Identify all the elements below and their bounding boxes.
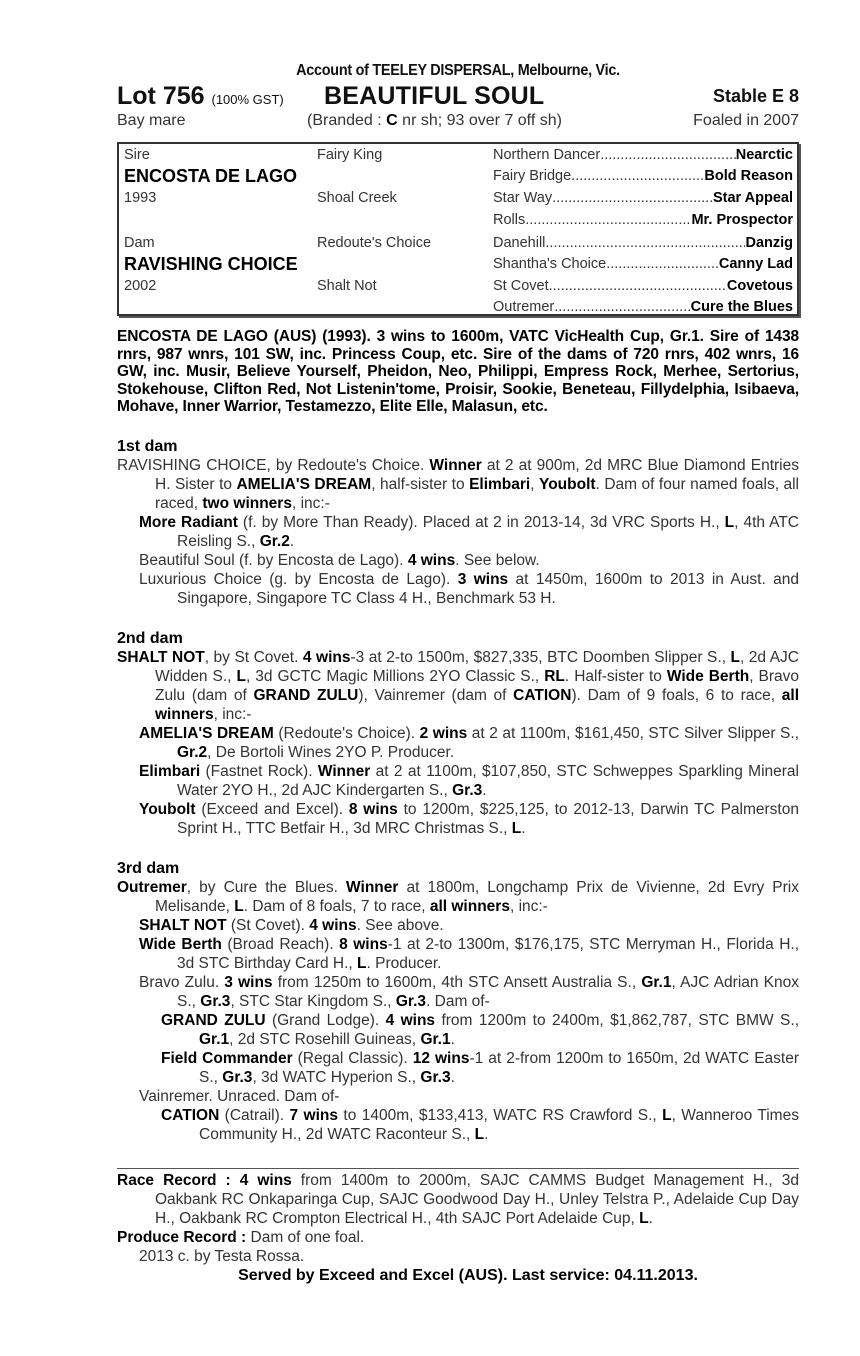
leader-dots: [549, 278, 727, 294]
progeny-entry: [139, 762, 799, 800]
text: , Bravo Zulu (dam of: [155, 667, 800, 704]
bold-text: L: [730, 648, 740, 666]
bold-text: 8 wins: [348, 800, 398, 818]
text: , 3d WATC Hyperion S.,: [252, 1068, 421, 1086]
bold-text: 7 wins: [289, 1106, 338, 1124]
bold-text: GRAND ZULU: [161, 1011, 266, 1029]
bold-text: Youbolt: [539, 475, 596, 493]
bold-text: AMELIA'S DREAM: [236, 475, 372, 493]
bold-text: 4 wins: [309, 916, 357, 934]
text: -1 at 2-from 1200m to 1650m, 2d WATC Easter S.,: [199, 1049, 800, 1086]
bold-text: L: [236, 667, 246, 685]
text: ). Dam of 9 foals, 6 to race,: [571, 686, 782, 704]
text: from 1250m to 1600m, 4th STC Ansett Australia S.,: [272, 973, 642, 991]
text: at 1450m, 1600m to 2013 in Aust. and Singapore, Singapore TC Class 4 H., Benchmark 53 H.: [177, 570, 799, 607]
text: .: [289, 532, 295, 550]
dam-name: RAVISHING CHOICE: [124, 254, 298, 274]
sire-label: Sire: [124, 147, 150, 163]
grandparent-right: Nearctic: [735, 147, 793, 163]
progeny-entry: [139, 800, 799, 838]
bold-text: CATION: [513, 686, 572, 704]
text: . Producer.: [366, 954, 442, 972]
race-record-end: .: [648, 1209, 653, 1227]
leader-dots: [545, 235, 745, 251]
dam-sire: Redoute's Choice: [317, 235, 432, 251]
brand-suffix: nr sh; 93 over 7 off sh): [397, 112, 562, 129]
dam-label: Dam: [124, 235, 155, 251]
text: (Broad Reach).: [221, 935, 340, 953]
bold-text: Elimbari: [139, 762, 201, 780]
text: . Dam of four named foals, all raced,: [155, 475, 799, 512]
text: -3 at 2-to 1500m, $827,335, BTC Doomben Slipper S.,: [350, 648, 731, 666]
text: at 1800m, Longchamp Prix de Vivienne, 2d Evry Prix Melisande,: [155, 878, 799, 915]
text: from 1200m to 2400m, $1,862,787, STC BMW S.,: [435, 1011, 799, 1029]
progeny-entry: [161, 1049, 799, 1087]
text: to 1200m, $225,125, to 2012-13, Darwin TC Palmerston Sprint H., TTC Betfair H., 3d MRC Christmas S.,: [177, 800, 799, 837]
bold-text: Gr.2: [259, 532, 290, 550]
bold-text: 4 wins: [407, 551, 456, 569]
grandparent-right: Star Appeal: [712, 190, 793, 206]
bold-text: 4 wins: [385, 1011, 436, 1029]
bold-text: Field Commander: [161, 1049, 293, 1067]
text: , De Bortoli Wines 2YO P. Producer.: [207, 743, 455, 761]
bold-text: L: [662, 1106, 672, 1124]
bold-text: L: [474, 1125, 485, 1143]
sire-summary: ENCOSTA DE LAGO (AUS) (1993). 3 wins to 1600m, VATC VicHealth Cup, Gr.1. Sire of 1438 rnrs, 987 wnrs, 101 SW, inc. Princess Coup, etc. Sire of the dams of 720 rnrs, 402 wnrs, 16 GW, inc. Musir, Believe Yourself, Pheidon, Neo, Philippi, Empress Rock, Merhee, Sertorius, Stokehouse, Clifton Red, Not Listenin'tome, Proisir, Sookie, Beneteau, Fillydelphia, Isibaeva, Mohave, Inner Warrior, Testamezzo, Elite Elle, Malasun, etc.: [117, 328, 799, 415]
progeny-entry: [161, 1011, 799, 1049]
text: , inc:-: [509, 897, 548, 915]
bold-text: 4 wins: [302, 648, 351, 666]
grandparent-row: [493, 299, 793, 315]
text: .: [450, 1030, 455, 1048]
vendor-account: Account of TEELEY DISPERSAL, Melbourne, Vic.: [296, 62, 620, 79]
first-dam-section: [117, 438, 799, 608]
progeny-entry: [139, 935, 799, 973]
grandparent-right: Danzig: [745, 235, 793, 251]
text: at 2 at 1100m, $161,450, STC Silver Slipper S.,: [467, 724, 799, 742]
race-record-wins: 4 wins: [239, 1171, 292, 1189]
text: , inc:-: [291, 494, 330, 512]
text: , half-sister to: [371, 475, 470, 493]
bold-text: L: [511, 819, 522, 837]
grandparent-row: [493, 235, 793, 251]
race-record-label: Race Record :: [117, 1171, 240, 1189]
race-record: [117, 1169, 799, 1228]
horse-name: BEAUTIFUL SOUL: [324, 82, 545, 110]
bold-text: Gr.3: [222, 1068, 253, 1086]
text: (Fastnet Rock).: [200, 762, 318, 780]
text: , 2d STC Rosehill Guineas,: [229, 1030, 421, 1048]
grandparent-right: Covetous: [726, 278, 793, 294]
produce-record-text: Dam of one foal.: [250, 1228, 365, 1246]
bold-text: CATION: [161, 1106, 220, 1124]
bold-text: Gr.2: [177, 743, 208, 761]
text: , Wanneroo Times Community H., 2d WATC Raconteur S.,: [199, 1106, 799, 1143]
grandparent-left: Danehill: [493, 235, 546, 251]
grandparent-right: Mr. Prospector: [691, 212, 793, 228]
dam-intro: [117, 648, 799, 724]
bold-text: two winners: [202, 494, 292, 512]
text: . Dam of 8 foals, 7 to race,: [243, 897, 430, 915]
section-heading: 3rd dam: [117, 859, 180, 877]
service-status: Served by Exceed and Excel (AUS). Last service: 04.11.2013.: [238, 1266, 698, 1284]
grandparent-left: Outremer: [493, 299, 555, 315]
text: Luxurious Choice (g. by Encosta de Lago).: [139, 570, 458, 588]
foaled-year: Foaled in 2007: [693, 112, 799, 129]
bold-text: Gr.3: [395, 992, 427, 1010]
text: at 2 at 1100m, $107,850, STC Schweppes Sparkling Mineral Water 2YO H., 2d AJC Kindergarten S.,: [177, 762, 799, 799]
race-record-text: from 1400m to 2000m, SAJC CAMMS Budget Management H., 3d Oakbank RC Onkaparinga Cup, SAJC Goodwood Day H., Unley Telstra P., Adelaide Cup Day H., Oakbank RC Crompton Electrical H., 4th SAJC Port Adelaide Cup,: [155, 1171, 799, 1227]
section-heading: 1st dam: [117, 437, 178, 455]
gst-note: (100% GST): [211, 92, 284, 107]
section-heading: 2nd dam: [117, 629, 183, 647]
bold-text: Winner: [317, 762, 371, 780]
produce-foal: 2013 c. by Testa Rossa.: [139, 1247, 305, 1265]
text: at 2 at 900m, 2d MRC Blue Diamond Entries H. Sister to: [155, 456, 799, 493]
text: to 1400m, $133,413, WATC RS Crawford S.,: [337, 1106, 663, 1124]
bold-text: Gr.3: [200, 992, 231, 1010]
grandparent-left: St Covet: [493, 278, 549, 294]
text: Beautiful Soul (f. by Encosta de Lago).: [139, 551, 408, 569]
text: , inc:-: [213, 705, 252, 723]
text: (St Covet).: [226, 916, 310, 934]
bold-text: 3 wins: [224, 973, 273, 991]
bold-text: Gr.1: [420, 1030, 451, 1048]
bold-text: More Radiant: [139, 513, 238, 531]
bold-text: all winners: [429, 897, 510, 915]
leader-dots: [525, 212, 691, 228]
progeny-entry: [139, 973, 799, 1011]
sire-name: ENCOSTA DE LAGO: [124, 166, 298, 186]
bold-text: L: [357, 954, 367, 972]
brand-prefix: (Branded :: [307, 112, 387, 129]
progeny-entry: [139, 1087, 799, 1106]
bold-text: 12 wins: [412, 1049, 470, 1067]
progeny-entry: [139, 724, 799, 762]
text: . See below.: [455, 551, 540, 569]
text: , by St Covet.: [204, 648, 303, 666]
progeny-entry: [161, 1106, 799, 1144]
bold-text: Gr.3: [452, 781, 483, 799]
grandparent-row: [493, 256, 793, 272]
text: (f. by More Than Ready). Placed at 2 in 2013-14, 3d VRC Sports H.,: [237, 513, 725, 531]
bold-text: Wide Berth: [666, 667, 750, 685]
grandparent-left: Northern Dancer: [493, 147, 601, 163]
dam-intro: [117, 456, 799, 513]
text: . Half-sister to: [564, 667, 667, 685]
text: ,: [530, 475, 540, 493]
leader-dots: [554, 299, 690, 315]
lot-number: [117, 82, 284, 111]
second-dam-section: [117, 630, 799, 838]
grandparent-left: Rolls: [493, 212, 526, 228]
text: . Dam of-: [426, 992, 490, 1010]
leader-dots: [571, 168, 704, 184]
text: .: [521, 819, 526, 837]
text: Vainremer. Unraced. Dam of-: [139, 1087, 340, 1105]
text: , 2d AJC Widden S.,: [155, 648, 799, 685]
grandparent-row: [493, 212, 793, 228]
text: Bravo Zulu.: [139, 973, 225, 991]
bold-text: SHALT NOT: [139, 916, 227, 934]
pedigree-table: [117, 142, 799, 316]
text: , 3d GCTC Magic Millions 2YO Classic S.,: [245, 667, 545, 685]
text: .: [484, 1125, 489, 1143]
catalogue-page: [117, 62, 799, 1285]
text: (Exceed and Excel).: [195, 800, 349, 818]
bold-text: 8 wins: [339, 935, 388, 953]
bold-text: AMELIA'S DREAM: [139, 724, 274, 742]
text: -1 at 2-to 1300m, $176,175, STC Merryman H., Florida H., 3d STC Birthday Card H.,: [177, 935, 799, 972]
dam-year: 2002: [124, 278, 157, 294]
leader-dots: [600, 147, 736, 163]
text: (Redoute's Choice).: [273, 724, 420, 742]
bold-text: Winner: [346, 878, 399, 896]
progeny-entry: [139, 513, 799, 551]
bold-text: 2 wins: [419, 724, 468, 742]
bold-text: Gr.3: [420, 1068, 451, 1086]
text: , 4th ATC Reisling S.,: [177, 513, 800, 550]
lot-label: Lot 756: [117, 82, 205, 110]
produce-record-label: Produce Record :: [117, 1228, 251, 1246]
leader-dots: [552, 190, 713, 206]
progeny-entry: [139, 551, 799, 570]
grandparent-right: Cure the Blues: [690, 299, 793, 315]
text: . See above.: [356, 916, 444, 934]
leader-dots: [606, 256, 719, 272]
bold-text: L: [234, 897, 244, 915]
bold-text: Gr.1: [641, 973, 672, 991]
brand-info: [307, 112, 562, 130]
text: (Catrail).: [219, 1106, 290, 1124]
race-record-listed: L: [639, 1209, 649, 1227]
bold-text: Wide Berth: [139, 935, 222, 953]
bold-text: Winner: [429, 456, 482, 474]
progeny-entry: [139, 916, 799, 935]
grandparent-left: Fairy Bridge: [493, 168, 572, 184]
text: .: [482, 781, 487, 799]
grandparent-left: Shantha's Choice: [493, 256, 607, 272]
text: , by Cure the Blues.: [186, 878, 347, 896]
grandparent-right: Bold Reason: [704, 168, 793, 184]
produce-record: [117, 1228, 799, 1247]
bold-text: SHALT NOT: [117, 648, 205, 666]
bold-text: Elimbari: [469, 475, 531, 493]
text: .: [450, 1068, 455, 1086]
bold-text: Outremer: [117, 878, 187, 896]
third-dam-section: [117, 860, 799, 1144]
stable-location: Stable E 8: [712, 86, 799, 106]
brand-mark: C: [386, 112, 398, 129]
sire-dam: Shoal Creek: [317, 190, 397, 206]
sire-year: 1993: [124, 190, 157, 206]
bold-text: all winners: [155, 686, 800, 723]
text: , AJC Adrian Knox S.,: [177, 973, 800, 1010]
text: (Regal Classic).: [292, 1049, 413, 1067]
text: RAVISHING CHOICE, by Redoute's Choice.: [117, 456, 430, 474]
grandparent-right: Canny Lad: [718, 256, 793, 272]
grandparent-row: [493, 278, 793, 294]
lot-line: [117, 82, 799, 110]
grandparent-row: [493, 190, 793, 206]
grandparent-row: [493, 168, 793, 184]
text: ), Vainremer (dam of: [358, 686, 514, 704]
dam-intro: [117, 878, 799, 916]
text: (Grand Lodge).: [265, 1011, 386, 1029]
description-line: [117, 110, 799, 134]
text: , STC Star Kingdom S.,: [230, 992, 396, 1010]
bold-text: L: [724, 513, 735, 531]
sire-sire: Fairy King: [317, 147, 383, 163]
bold-text: 3 wins: [457, 570, 509, 588]
grandparent-row: [493, 147, 793, 163]
bold-text: RL: [544, 667, 565, 685]
progeny-entry: [139, 570, 799, 608]
colour-sex: Bay mare: [117, 112, 186, 129]
bold-text: Youbolt: [139, 800, 196, 818]
bold-text: GRAND ZULU: [253, 686, 359, 704]
dam-dam: Shalt Not: [317, 278, 377, 294]
grandparent-left: Star Way: [493, 190, 553, 206]
bold-text: Gr.1: [199, 1030, 230, 1048]
